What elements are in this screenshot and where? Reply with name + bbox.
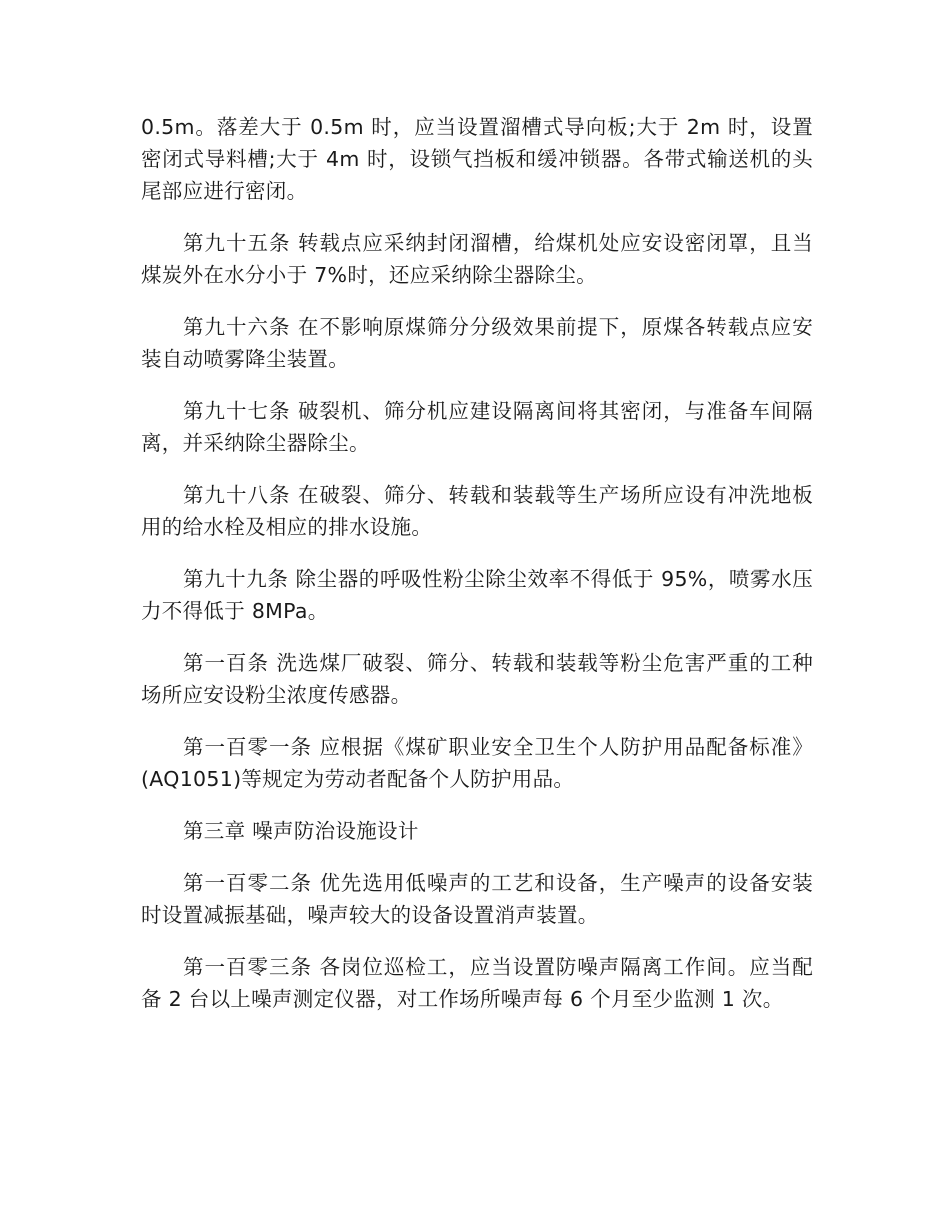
paragraph-article-103: 第一百零三条 各岗位巡检工，应当设置防噪声隔离工作间。应当配备 2 台以上噪声测定仪器，对工作场所噪声每 6 个月至少监测 1 次。	[141, 955, 813, 1011]
paragraph-article-97: 第九十七条 破裂机、筛分机应建设隔离间将其密闭，与准备车间隔离，并采纳除尘器除尘。	[141, 399, 813, 455]
paragraph-article-100: 第一百条 洗选煤厂破裂、筛分、转载和装载等粉尘危害严重的工种场所应安设粉尘浓度传感器。	[141, 651, 813, 707]
paragraph-article-99: 第九十九条 除尘器的呼吸性粉尘除尘效率不得低于 95%，喷雾水压力不得低于 8MPa。	[141, 567, 813, 623]
paragraph-article-95: 第九十五条 转载点应采纳封闭溜槽，给煤机处应安设密闭罩，且当煤炭外在水分小于 7%时，还应采纳除尘器除尘。	[141, 231, 813, 287]
chapter-heading: 第三章 噪声防治设施设计	[183, 819, 419, 843]
paragraph-article-98: 第九十八条 在破裂、筛分、转载和装载等生产场所应设有冲洗地板用的给水栓及相应的排水设施。	[141, 483, 813, 539]
paragraph-continuation: 0.5m。落差大于 0.5m 时，应当设置溜槽式导向板;大于 2m 时，设置密闭式导料槽;大于 4m 时，设锁气挡板和缓冲锁器。各带式输送机的头尾部应进行密闭。	[141, 115, 813, 203]
paragraph-article-102: 第一百零二条 优先选用低噪声的工艺和设备，生产噪声的设备安装时设置减振基础，噪声较大的设备设置消声装置。	[141, 871, 813, 927]
paragraph-article-101: 第一百零一条 应根据《煤矿职业安全卫生个人防护用品配备标准》(AQ1051)等规定为劳动者配备个人防护用品。	[141, 735, 813, 791]
paragraph-article-96: 第九十六条 在不影响原煤筛分分级效果前提下，原煤各转载点应安装自动喷雾降尘装置。	[141, 315, 813, 371]
document-body	[141, 111, 813, 1035]
